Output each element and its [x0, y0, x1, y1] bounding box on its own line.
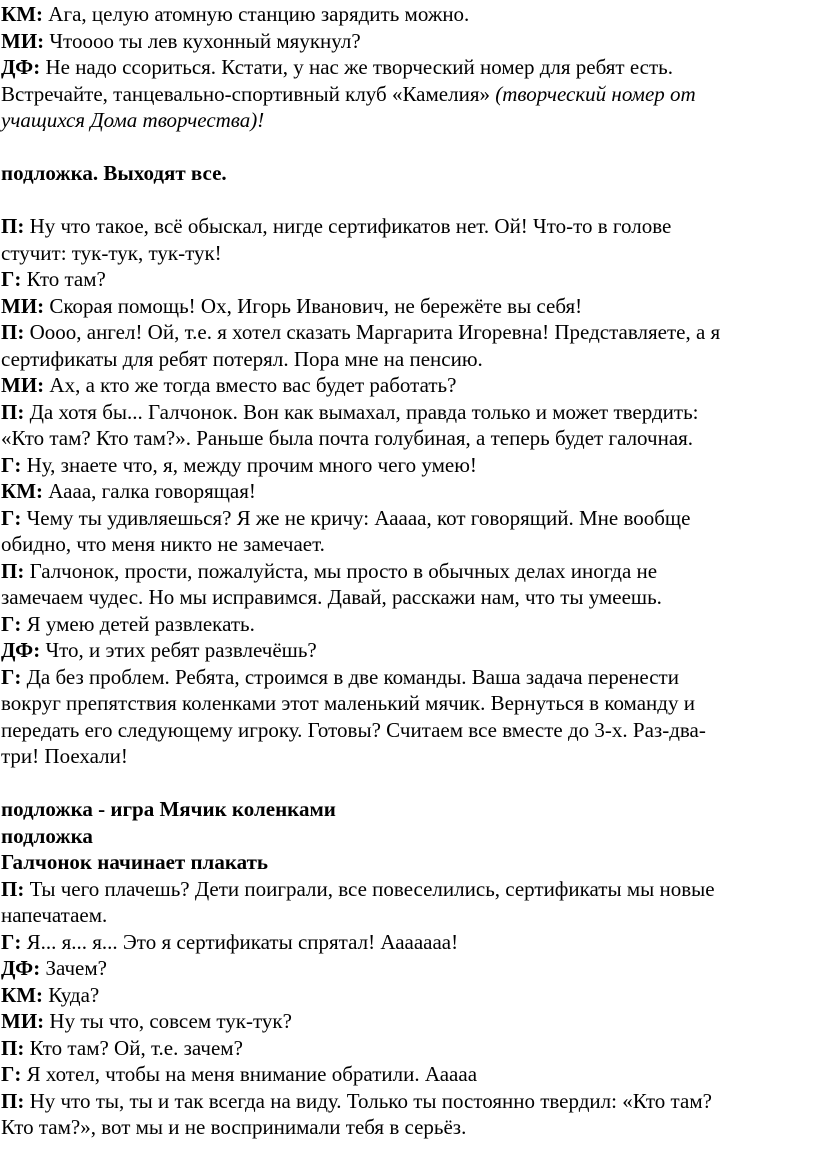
text-line [1, 796, 816, 823]
text-line [1, 293, 816, 320]
line-text: Кто там? Ой, т.е. зачем? [24, 1035, 243, 1060]
line-text: Я умею детей развлекать. [21, 611, 255, 636]
speaker-label: МИ: [1, 1009, 45, 1033]
line-text: «Кто там? Кто там?». Раньше была почта голубиная, а теперь будет галочная. [1, 426, 694, 450]
text-line [1, 425, 816, 452]
line-text: Скорая помощь! Ох, Игорь Иванович, не бережёте вы себя! [44, 293, 583, 318]
speaker-label: МИ: [1, 373, 45, 397]
line-text: вокруг препятствия коленками этот маленький мячик. Вернуться в команду и [1, 691, 695, 715]
text-line [1, 505, 816, 532]
speaker-label: П: [1, 214, 25, 238]
speaker-label: П: [1, 399, 25, 424]
line-text: Ну, знаете что, я, между прочим много чего умею! [21, 452, 477, 477]
line-text: Куда? [43, 982, 100, 1007]
line-text: Чтоооо ты лев кухонный мяукнул? [44, 28, 361, 53]
speaker-label: Г: [1, 267, 22, 291]
stage-direction: подложка. Выходят все. [1, 161, 227, 185]
line-text: Ну что ты, ты и так всегда на виду. Только ты постоянно твердил: «Кто там? [24, 1088, 712, 1113]
text-line [1, 929, 816, 956]
text-line [1, 982, 816, 1009]
speaker-label: МИ: [1, 28, 45, 53]
line-text: сертификаты для ребят потерял. Пора мне на пенсию. [1, 346, 483, 371]
line-text: замечаем чудес. Но мы исправимся. Давай, расскажи нам, что ты умеешь. [1, 585, 662, 609]
line-text: Ага, целую атомную станцию зарядить можно. [43, 2, 470, 26]
speaker-label: ДФ: [1, 55, 41, 79]
text-line [1, 240, 816, 267]
line-text: Встречайте, танцевально-спортивный клуб «Камелия» [1, 81, 496, 106]
line-text: обидно, что меня никто не замечает. [1, 532, 325, 556]
line-text: Ну что такое, всё обыскал, нигде сертификатов нет. Ой! Что-то в голове [24, 214, 672, 238]
text-line [1, 1008, 816, 1035]
text-line [1, 160, 816, 187]
italic-remark: учащихся Дома творчества)! [1, 108, 265, 132]
speaker-label: Г: [1, 505, 22, 530]
text-line [1, 637, 816, 664]
italic-remark: (творческий номер от [495, 81, 696, 106]
text-line [1, 955, 816, 982]
text-line [1, 743, 816, 770]
text-line [1, 531, 816, 558]
speaker-label: КМ: [1, 479, 44, 503]
line-text: Оооо, ангел! Ой, т.е. я хотел сказать Маргарита Игоревна! Представляете, а я [24, 320, 721, 344]
line-text: Не надо ссориться. Кстати, у нас же творческий номер для ребят есть. [40, 55, 674, 79]
text-line [1, 346, 816, 373]
line-text: Что, и этих ребят развлечёшь? [40, 638, 317, 662]
text-line [1, 876, 816, 903]
line-text: Ты чего плачешь? Дети поиграли, все повеселились, сертификаты мы новые [24, 876, 715, 901]
line-text: стучит: тук-тук, тук-тук! [1, 240, 222, 265]
text-line [1, 664, 816, 691]
text-line [1, 1088, 816, 1115]
speaker-label: Г: [1, 664, 22, 689]
speaker-label: КМ: [1, 982, 44, 1007]
line-text: Зачем? [40, 956, 107, 980]
text-line [1, 611, 816, 638]
line-text: три! Поехали! [1, 744, 128, 768]
text-line [1, 54, 816, 81]
speaker-label: ДФ: [1, 956, 41, 980]
text-line [1, 823, 816, 850]
text-line [1, 902, 816, 929]
speaker-label: КМ: [1, 2, 44, 26]
speaker-label: МИ: [1, 293, 45, 318]
text-line [1, 770, 816, 797]
stage-direction: подложка [1, 823, 93, 848]
speaker-label: Г: [1, 611, 22, 636]
line-text: Да хотя бы... Галчонок. Вон как вымахал, правда только и может твердить: [24, 399, 699, 424]
text-line [1, 452, 816, 479]
line-text: Я хотел, чтобы на меня внимание обратили. Ааааа [21, 1062, 478, 1086]
text-line [1, 213, 816, 240]
speaker-label: Г: [1, 452, 22, 477]
line-text: Галчонок, прости, пожалуйста, мы просто в обычных делах иногда не [24, 558, 658, 583]
text-line [1, 399, 816, 426]
text-line [1, 319, 816, 346]
text-line [1, 187, 816, 214]
text-line [1, 81, 816, 108]
text-line [1, 584, 816, 611]
text-line [1, 1061, 816, 1088]
text-line [1, 558, 816, 585]
text-line [1, 266, 816, 293]
line-text: Кто там? [21, 267, 106, 291]
line-text: Аааа, галка говорящая! [43, 479, 256, 503]
text-line [1, 1, 816, 28]
line-text: Да без проблем. Ребята, строимся в две команды. Ваша задача перенести [21, 664, 679, 689]
speaker-label: П: [1, 1035, 25, 1060]
text-line [1, 1114, 816, 1141]
speaker-label: П: [1, 1088, 25, 1113]
line-text: Кто там?», вот мы и не воспринимали тебя в серьёз. [1, 1115, 467, 1139]
speaker-label: Г: [1, 929, 22, 954]
line-text: Ах, а кто же тогда вместо вас будет работать? [44, 373, 457, 397]
speaker-label: П: [1, 558, 25, 583]
stage-direction: подложка - игра Мячик коленками [1, 797, 336, 821]
stage-direction: Галчонок начинает плакать [1, 850, 269, 874]
line-text: Я... я... я... Это я сертификаты спрятал! Ааааааа! [21, 929, 459, 954]
line-text: передать его следующему игроку. Готовы? Считаем все вместе до 3-х. Раз-два- [1, 717, 706, 742]
text-line [1, 28, 816, 55]
text-line [1, 690, 816, 717]
text-line [1, 849, 816, 876]
text-line [1, 1035, 816, 1062]
line-text: Ну ты что, совсем тук-тук? [44, 1009, 292, 1033]
text-line [1, 717, 816, 744]
speaker-label: П: [1, 876, 25, 901]
line-text: Чему ты удивляешься? Я же не кричу: Ааааа, кот говорящий. Мне вообще [21, 505, 691, 530]
speaker-label: П: [1, 320, 25, 344]
line-text: напечатаем. [1, 903, 108, 927]
speaker-label: ДФ: [1, 638, 41, 662]
text-line [1, 478, 816, 505]
text-line [1, 107, 816, 134]
text-line [1, 372, 816, 399]
text-line [1, 134, 816, 161]
speaker-label: Г: [1, 1062, 22, 1086]
